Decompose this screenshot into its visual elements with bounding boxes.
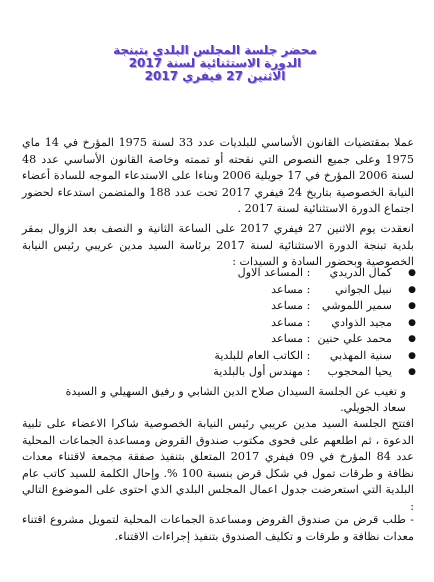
- attendee-item: [202, 348, 402, 365]
- agenda-item-paragraph: - طلب قرض من صندوق القروض ومساعدة الجماعات المحلية لتمويل مشروع اقتناء معدات نظافة و طرقات و تكليف الصندوق بتنفيذ إجراءات الاقتناء.: [22, 513, 414, 543]
- absentees-line: و تغيب عن الجلسة السيدان صلاح الدين الشابي و رفيق السهيلي و السيدة سعاد الجويلي.: [65, 385, 406, 415]
- attendee-name: مجيد الذوادي: [331, 315, 392, 329]
- attendee-item: [202, 331, 402, 348]
- attendee-role: : مهندس أول بالبلدية: [213, 365, 311, 378]
- attendee-item: [202, 298, 402, 315]
- attendee-name: محمد علي حنين: [317, 332, 392, 345]
- attendee-name: يحيا المحجوب: [327, 365, 392, 378]
- attendee-role: : مساعد: [271, 315, 311, 329]
- attendee-item: [202, 364, 402, 381]
- legal-basis-paragraph: عملا بمقتضيات القانون الأساسي للبلديات عدد 33 لسنة 1975 المؤرخ في 14 ماي 1975 وعلى جميع النصوص التي نقحته أو تممته وخاصة القانون الأساسي عدد 48 لسنة 2006 المؤرخ في 17 جويلية 2006 وبناءا على الاستدعاء الموجه للسادة أعضاء النيابة الخصوصية بتاريخ 24 فيفري 2017 تحت عدد 188 والمتضمن استدعاء لحضور اجتماع الدورة الاستثنائية لسنة 2017 .: [22, 136, 415, 216]
- attendee-name: سنية المهذبي: [329, 348, 392, 362]
- attendee-role: : مساعد: [271, 299, 311, 312]
- attendee-role: : مساعد: [271, 282, 311, 296]
- attendee-role: : الكاتب العام للبلدية: [214, 348, 311, 362]
- header-title: محضر جلسة المجلس البلدي بتبنجة: [113, 43, 317, 57]
- attendee-item: [202, 265, 402, 282]
- header-session: الدورة الاستثنائية لسنة 2017: [128, 56, 302, 70]
- attendee-role: : مساعد: [271, 332, 311, 345]
- attendee-item: [202, 315, 402, 332]
- attendee-name: سمير اللموشي: [321, 299, 392, 312]
- attendees-list: [202, 265, 402, 381]
- agenda-intro-paragraph: افتتح الجلسة السيد مدين عريبي رئيس النيابة الخصوصية شاكرا الاعضاء على تلبية الدعوة ، ثم اطلعهم على فحوى مكتوب صندوق القروض ومساعدة الجماعات المحلية عدد 84 المؤرخ في 09 فيفري 2017 المتعلق بتنفيذ صفقة مجمعة لاقتناء معدات نظافة و طرقات تمول في شكل قرض بنسبة 100 %. وإحال الكلمة للسيد كاتب عام البلدية التي استعرضت جدول اعمال المجلس البلدي الذي احتوى على الموضوع التالي :: [22, 417, 414, 513]
- document-header: [90, 44, 340, 83]
- attendee-name: كمال الدريدي: [329, 266, 392, 279]
- attendee-role: : المساعد الاول: [237, 266, 311, 279]
- attendee-name: نبيل الجواني: [335, 282, 392, 296]
- attendee-item: [202, 282, 402, 299]
- session-opening-paragraph: انعقدت يوم الاثنين 27 فيفري 2017 على الساعة الثانية و النصف بعد الزوال بمقر بلدية تبنجة الدورة الاستثنائية لسنة 2017 برئاسة السيد مدين عريبي رئيس النيابة الخصوصية وبحضور السادة و السيدات :: [22, 222, 415, 269]
- header-date: الاثنين 27 فيفري 2017: [144, 69, 286, 83]
